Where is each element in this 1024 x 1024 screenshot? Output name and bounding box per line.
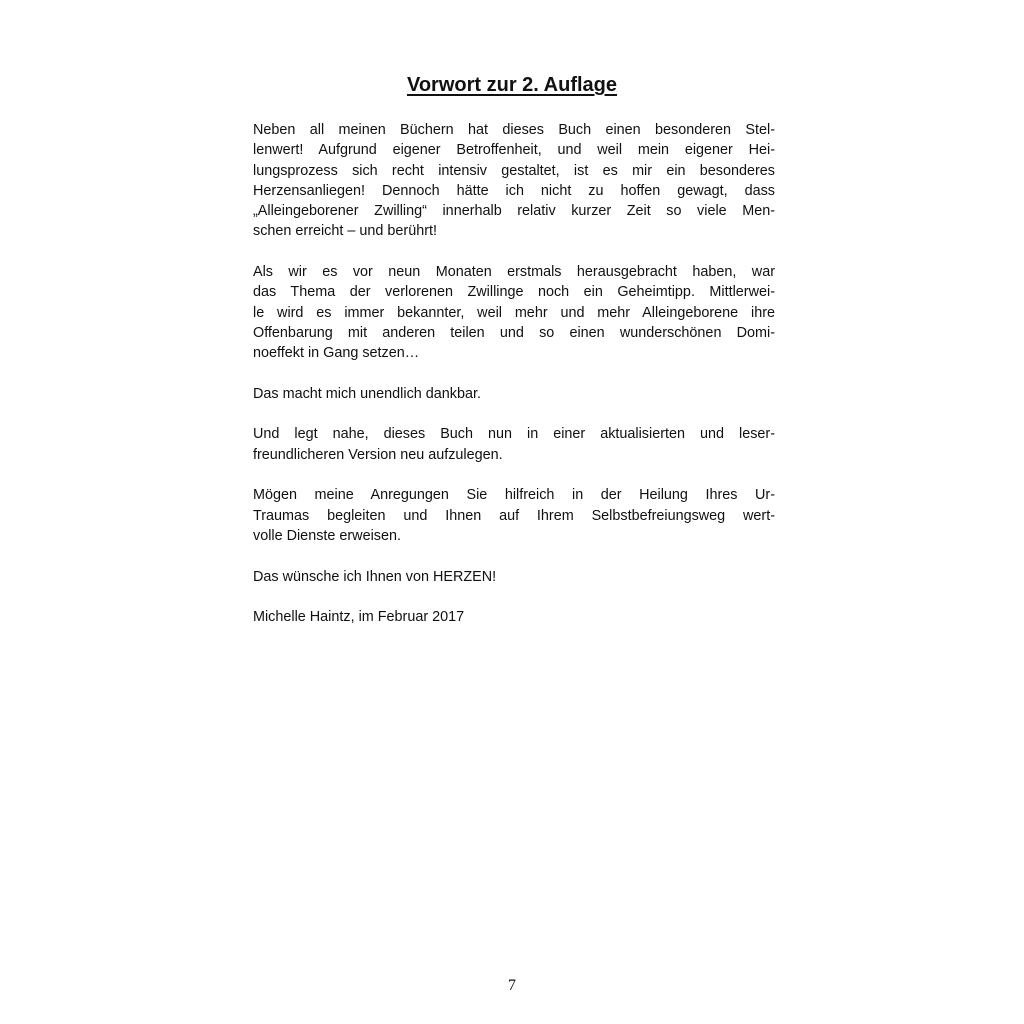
page-number: 7	[508, 977, 516, 994]
text-line: Mögen meine Anregungen Sie hilfreich in der Heilung Ihres Ur-	[253, 487, 775, 504]
text-line: freundlicheren Version neu aufzulegen.	[253, 446, 503, 463]
text-line: Das wünsche ich Ihnen von HERZEN!	[253, 568, 497, 585]
body-text	[253, 120, 775, 648]
text-line: lungsprozess sich recht intensiv gestaltet, ist es mir ein besonderes	[253, 162, 775, 179]
text-line: noeffekt in Gang setzen…	[253, 345, 420, 362]
page-title: Vorwort zur 2. Auflage	[406, 74, 618, 96]
paragraph-2	[253, 262, 775, 363]
text-line: das Thema der verlorenen Zwillinge noch ein Geheimtipp. Mittlerwei-	[253, 284, 775, 301]
paragraph-3	[253, 384, 775, 404]
text-line: Offenbarung mit anderen teilen und so einen wunderschönen Domi-	[253, 324, 775, 341]
text-line: Das macht mich unendlich dankbar.	[253, 385, 481, 402]
text-line: Michelle Haintz, im Februar 2017	[253, 609, 465, 626]
text-line: „Alleingeborener Zwilling“ innerhalb relativ kurzer Zeit so viele Men-	[253, 203, 775, 220]
paragraph-4	[253, 424, 775, 465]
paragraph-6	[253, 567, 775, 587]
paragraph-5	[253, 485, 775, 546]
text-line: le wird es immer bekannter, weil mehr und mehr Alleingeborene ihre	[253, 304, 775, 321]
text-line: Herzensanliegen! Dennoch hätte ich nicht zu hoffen gewagt, dass	[253, 182, 775, 199]
text-line: lenwert! Aufgrund eigener Betroffenheit, und weil mein eigener Hei-	[253, 142, 775, 159]
text-line: Traumas begleiten und Ihnen auf Ihrem Selbstbefreiungsweg wert-	[253, 507, 775, 524]
text-line: Als wir es vor neun Monaten erstmals herausgebracht haben, war	[253, 264, 775, 281]
paragraph-1	[253, 120, 775, 242]
text-line: volle Dienste erweisen.	[253, 527, 401, 544]
text-line: Und legt nahe, dieses Buch nun in einer aktualisierten und leser-	[253, 426, 775, 443]
text-line: Neben all meinen Büchern hat dieses Buch einen besonderen Stel-	[253, 122, 775, 138]
paragraph-signature	[253, 607, 775, 627]
text-line: schen erreicht – und berührt!	[253, 223, 437, 240]
